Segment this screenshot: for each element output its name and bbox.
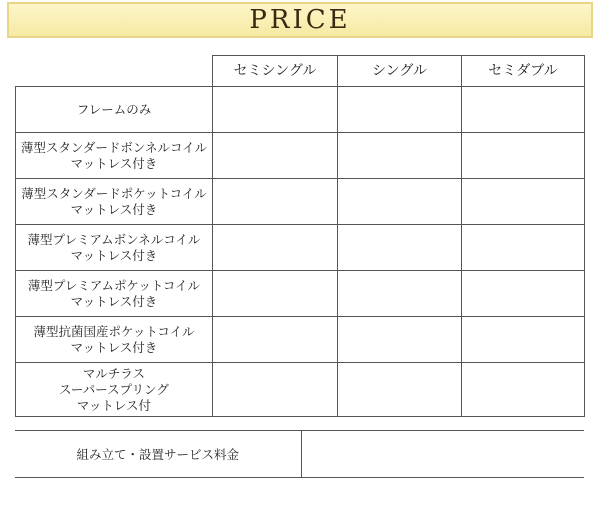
table-row	[16, 317, 585, 363]
price-cell	[213, 133, 338, 179]
row-label: 薄型抗菌国産ポケットコイル マットレス付き	[16, 317, 213, 363]
row-label: 薄型プレミアムボンネルコイル マットレス付き	[16, 225, 213, 271]
price-cell	[338, 179, 462, 225]
service-fee-label: 組み立て・設置サービス料金	[15, 431, 301, 478]
price-cell	[462, 87, 585, 133]
price-banner	[7, 2, 593, 38]
price-cell	[462, 133, 585, 179]
price-cell	[338, 317, 462, 363]
price-cell	[462, 363, 585, 417]
table-row	[15, 431, 584, 478]
price-cell	[462, 271, 585, 317]
column-header-single: シングル	[338, 56, 462, 87]
price-cell	[462, 179, 585, 225]
row-label: 薄型スタンダードポケットコイル マットレス付き	[16, 179, 213, 225]
row-label: フレームのみ	[16, 87, 213, 133]
price-cell	[338, 87, 462, 133]
service-fee-value	[301, 431, 584, 478]
table-row	[16, 87, 585, 133]
price-cell	[213, 271, 338, 317]
table-row	[16, 225, 585, 271]
service-fee-table	[15, 430, 584, 478]
table-header-row	[16, 56, 585, 87]
row-label: マルチラス スーパースプリング マットレス付	[16, 363, 213, 417]
price-cell	[213, 179, 338, 225]
price-table	[15, 55, 585, 417]
table-row	[16, 133, 585, 179]
price-cell	[338, 363, 462, 417]
row-label: 薄型プレミアムポケットコイル マットレス付き	[16, 271, 213, 317]
table-row	[16, 363, 585, 417]
header-corner	[16, 56, 213, 87]
price-cell	[338, 271, 462, 317]
price-cell	[213, 363, 338, 417]
price-cell	[338, 225, 462, 271]
table-row	[16, 271, 585, 317]
price-cell	[462, 225, 585, 271]
table-row	[16, 179, 585, 225]
page-title: PRICE	[249, 5, 351, 35]
row-label: 薄型スタンダードボンネルコイル マットレス付き	[16, 133, 213, 179]
price-cell	[338, 133, 462, 179]
price-cell	[213, 225, 338, 271]
price-cell	[213, 87, 338, 133]
price-cell	[213, 317, 338, 363]
price-cell	[462, 317, 585, 363]
column-header-semi-single: セミシングル	[213, 56, 338, 87]
column-header-semi-double: セミダブル	[462, 56, 585, 87]
